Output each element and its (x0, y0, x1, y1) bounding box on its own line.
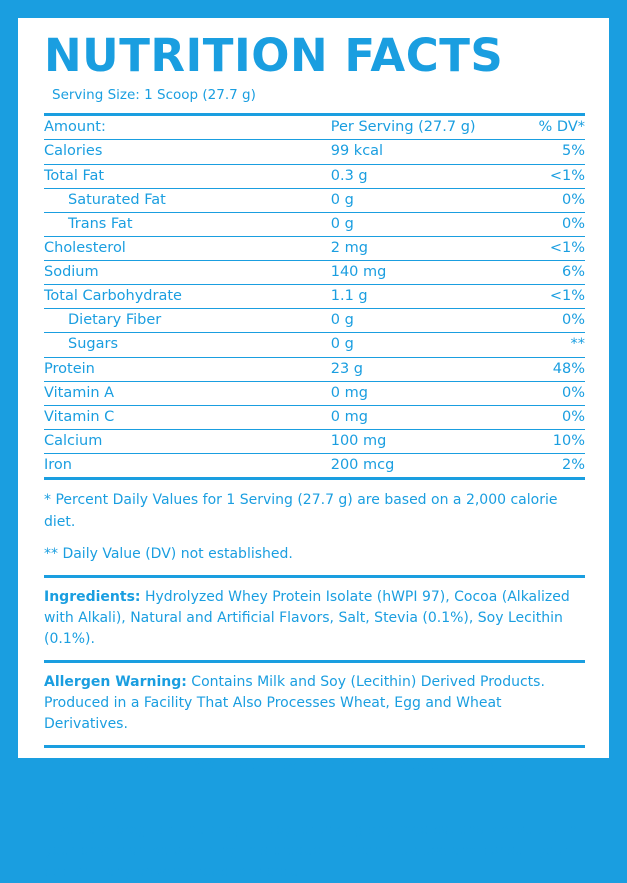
column-header-per-serving: Per Serving (27.7 g) (331, 115, 499, 140)
nutrient-name: Protein (44, 357, 331, 381)
table-row (44, 454, 585, 479)
nutrient-name: Total Fat (44, 164, 331, 188)
nutrient-name-text: Sugars (68, 336, 118, 353)
nutrient-daily-value: 5% (498, 140, 585, 164)
page-title: NUTRITION FACTS (44, 29, 504, 82)
warning-text: If you are pregnant, nursing a baby, or taking any medications, consult with your physician before using this product. Discontinue use and consult your doctor if any adverse reactions occur. (44, 822, 578, 881)
table-row (44, 236, 585, 260)
divider-warning (44, 788, 585, 791)
nutrition-table-body (44, 115, 585, 479)
nutrient-name: Sodium (44, 261, 331, 285)
table-row (44, 309, 585, 333)
ingredients-section (44, 587, 585, 650)
nutrient-amount: 0 g (331, 309, 499, 333)
nutrient-amount: 0 mg (331, 381, 499, 405)
allergen-text: Contains Milk and Soy (Lecithin) Derived Products. Produced in a Facility That Also Processes Wheat, Egg and Wheat Derivatives. (44, 674, 545, 733)
nutrient-amount: 140 mg (331, 261, 499, 285)
table-row (44, 164, 585, 188)
nutrient-daily-value: 0% (498, 188, 585, 212)
allergen-label: Allergen Warning: (44, 674, 187, 691)
nutrient-amount: 0.3 g (331, 164, 499, 188)
divider-manufactured (44, 745, 585, 748)
table-row (44, 140, 585, 164)
ingredients-text: Hydrolyzed Whey Protein Isolate (hWPI 97), Cocoa (Alkalized with Alkali), Natural and Artificial Flavors, Salt, Stevia (0.1%), Soy Lecithin (0.1%). (44, 589, 570, 648)
nutrition-facts-panel (18, 18, 609, 881)
nutrient-daily-value: 0% (498, 381, 585, 405)
nutrient-amount: 100 mg (331, 429, 499, 453)
nutrient-daily-value: <1% (498, 164, 585, 188)
divider-allergen (44, 660, 585, 663)
nutrient-name: Calcium (44, 429, 331, 453)
nutrient-name: Total Carbohydrate (44, 285, 331, 309)
warning-heading: WARNING: (44, 800, 130, 817)
nutrient-daily-value: 0% (498, 212, 585, 236)
nutrient-daily-value: <1% (498, 236, 585, 260)
serving-size: Serving Size: 1 Scoop (27.7 g) (52, 87, 256, 104)
table-row (44, 333, 585, 357)
footnote-percent-dv: * Percent Daily Values for 1 Serving (27.7 g) are based on a 2,000 calorie diet. (44, 492, 558, 530)
nutrient-name (44, 309, 331, 333)
table-row (44, 429, 585, 453)
nutrient-amount: 0 g (331, 212, 499, 236)
nutrient-daily-value: 0% (498, 309, 585, 333)
column-header-dv: % DV* (498, 115, 585, 140)
nutrient-name: Calories (44, 140, 331, 164)
divider-ingredients (44, 575, 585, 578)
table-row (44, 405, 585, 429)
nutrient-name (44, 212, 331, 236)
allergen-section (44, 672, 585, 735)
nutrient-name-text: Trans Fat (68, 215, 133, 232)
nutrient-name: Vitamin C (44, 405, 331, 429)
nutrient-daily-value: 48% (498, 357, 585, 381)
nutrient-daily-value: 0% (498, 405, 585, 429)
nutrient-name-text: Dietary Fiber (68, 312, 162, 329)
nutrient-amount: 99 kcal (331, 140, 499, 164)
nutrient-name: Vitamin A (44, 381, 331, 405)
column-header-amount: Amount: (44, 115, 331, 140)
table-row (44, 261, 585, 285)
footnote-dv-not-established: ** Daily Value (DV) not established. (44, 545, 293, 562)
table-row (44, 381, 585, 405)
nutrient-daily-value: 2% (498, 454, 585, 479)
table-row (44, 285, 585, 309)
ingredients-label: Ingredients: (44, 589, 141, 606)
manufactured-statement: Manufactured in HACCP certified and cGMP inspected facility. (44, 759, 532, 776)
table-row (44, 188, 585, 212)
label-content (44, 29, 585, 883)
nutrient-daily-value: <1% (498, 285, 585, 309)
nutrient-name: Cholesterol (44, 236, 331, 260)
nutrient-amount: 0 mg (331, 405, 499, 429)
nutrient-daily-value: ** (498, 333, 585, 357)
nutrient-name-text: Saturated Fat (68, 191, 166, 208)
nutrient-amount: 0 g (331, 333, 499, 357)
nutrient-amount: 0 g (331, 188, 499, 212)
nutrient-amount: 23 g (331, 357, 499, 381)
nutrient-daily-value: 10% (498, 429, 585, 453)
nutrient-name (44, 188, 331, 212)
nutrient-amount: 2 mg (331, 236, 499, 260)
table-header-row (44, 115, 585, 140)
nutrient-amount: 200 mcg (331, 454, 499, 479)
nutrient-name (44, 333, 331, 357)
nutrient-amount: 1.1 g (331, 285, 499, 309)
nutrient-daily-value: 6% (498, 261, 585, 285)
table-row (44, 212, 585, 236)
nutrient-name: Iron (44, 454, 331, 479)
table-row (44, 357, 585, 381)
nutrition-table (44, 113, 585, 480)
